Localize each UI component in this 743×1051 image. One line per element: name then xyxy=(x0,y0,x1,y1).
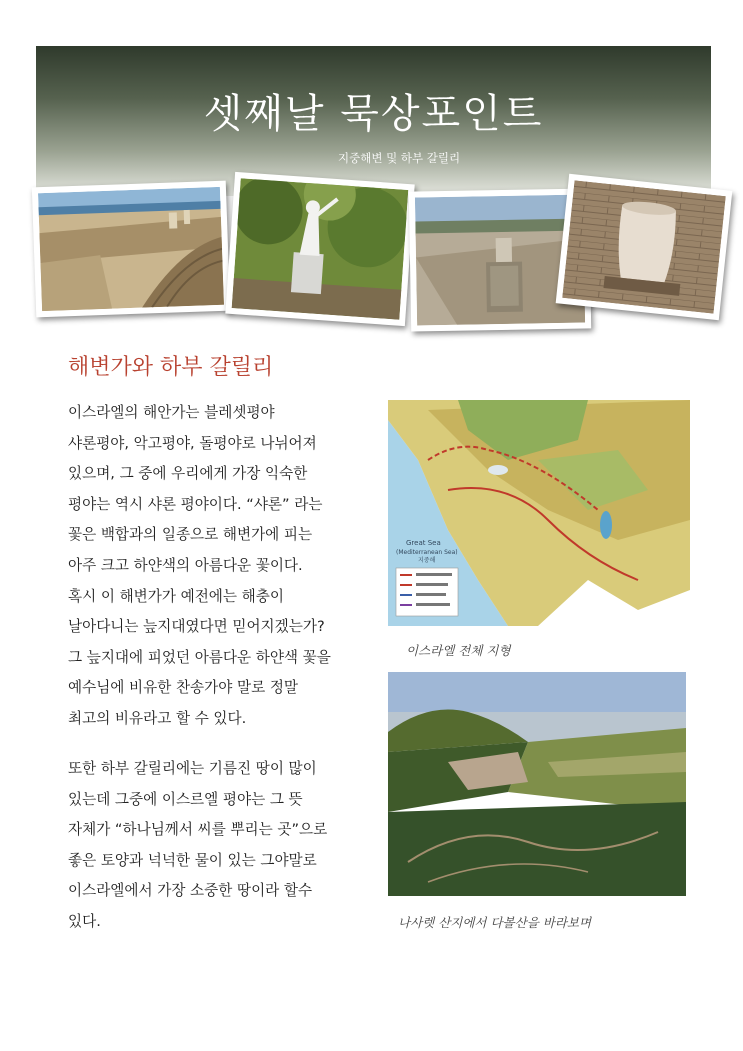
text-line: 평야는 역시 샤론 평야이다. “샤론” 라는 xyxy=(68,495,323,513)
text-line: 샤론평야, 악고평야, 돌평야로 나뉘어져 xyxy=(68,434,317,452)
text-line: 그 늪지대에 피었던 아름다운 하얀색 꽃을 xyxy=(68,648,331,666)
text-line: 예수님에 비유한 찬송가야 말로 정말 xyxy=(68,679,299,697)
map-caption: 이스라엘 전체 지형 xyxy=(406,643,511,658)
page-title: 셋째날 묵상포인트 xyxy=(203,91,544,137)
text-line: 꽃은 백합과의 일종으로 해변가에 피는 xyxy=(68,526,313,544)
text-line: 좋은 토양과 넉넉한 물이 있는 그야말로 xyxy=(68,851,317,869)
text-line: 최고의 비유라고 할 수 있다. xyxy=(68,709,247,727)
text-line: 있는데 그중에 이스르엘 평야는 그 뜻 xyxy=(68,790,303,808)
photo-statue xyxy=(225,172,414,326)
text-line: 있다. xyxy=(68,912,101,930)
text-line: 혹시 이 해변가가 예전에는 해충이 xyxy=(68,587,284,605)
body-paragraph-2 xyxy=(68,754,368,938)
aerial-caption: 나사렛 산지에서 다볼산을 바라보며 xyxy=(398,915,592,930)
text-line: 날아다니는 늪지대였다면 믿어지겠는가? xyxy=(68,618,325,636)
text-line: 또한 하부 갈릴리에는 기름진 땅이 많이 xyxy=(68,760,317,777)
photo-amphitheater xyxy=(32,181,230,318)
body-paragraph-1 xyxy=(68,398,368,735)
header-banner xyxy=(36,46,711,196)
topographic-map xyxy=(388,400,690,626)
text-line: 이스라엘에서 가장 소중한 땅이라 할수 xyxy=(68,882,313,900)
section-title: 해변가와 하부 갈릴리 xyxy=(68,355,274,380)
text-line: 아주 크고 하얀색의 아름다운 꽃이다. xyxy=(68,556,303,574)
map-sea-kr-label: 지중해 xyxy=(418,557,436,564)
photo-stone-jar xyxy=(556,174,733,320)
text-line: 있으며, 그 중에 우리에게 가장 익숙한 xyxy=(68,465,308,483)
page-subtitle: 지중해변 및 하부 갈릴리 xyxy=(338,151,461,165)
aerial-photo xyxy=(388,672,686,896)
map-sea-label: Great Sea xyxy=(406,539,441,547)
map-sea-sublabel: (Mediterranean Sea) xyxy=(396,549,458,556)
text-line: 이스라엘의 해안가는 블레셋평야 xyxy=(68,404,275,421)
text-line: 자체가 “하나님께서 씨를 뿌리는 곳”으로 xyxy=(68,821,328,839)
